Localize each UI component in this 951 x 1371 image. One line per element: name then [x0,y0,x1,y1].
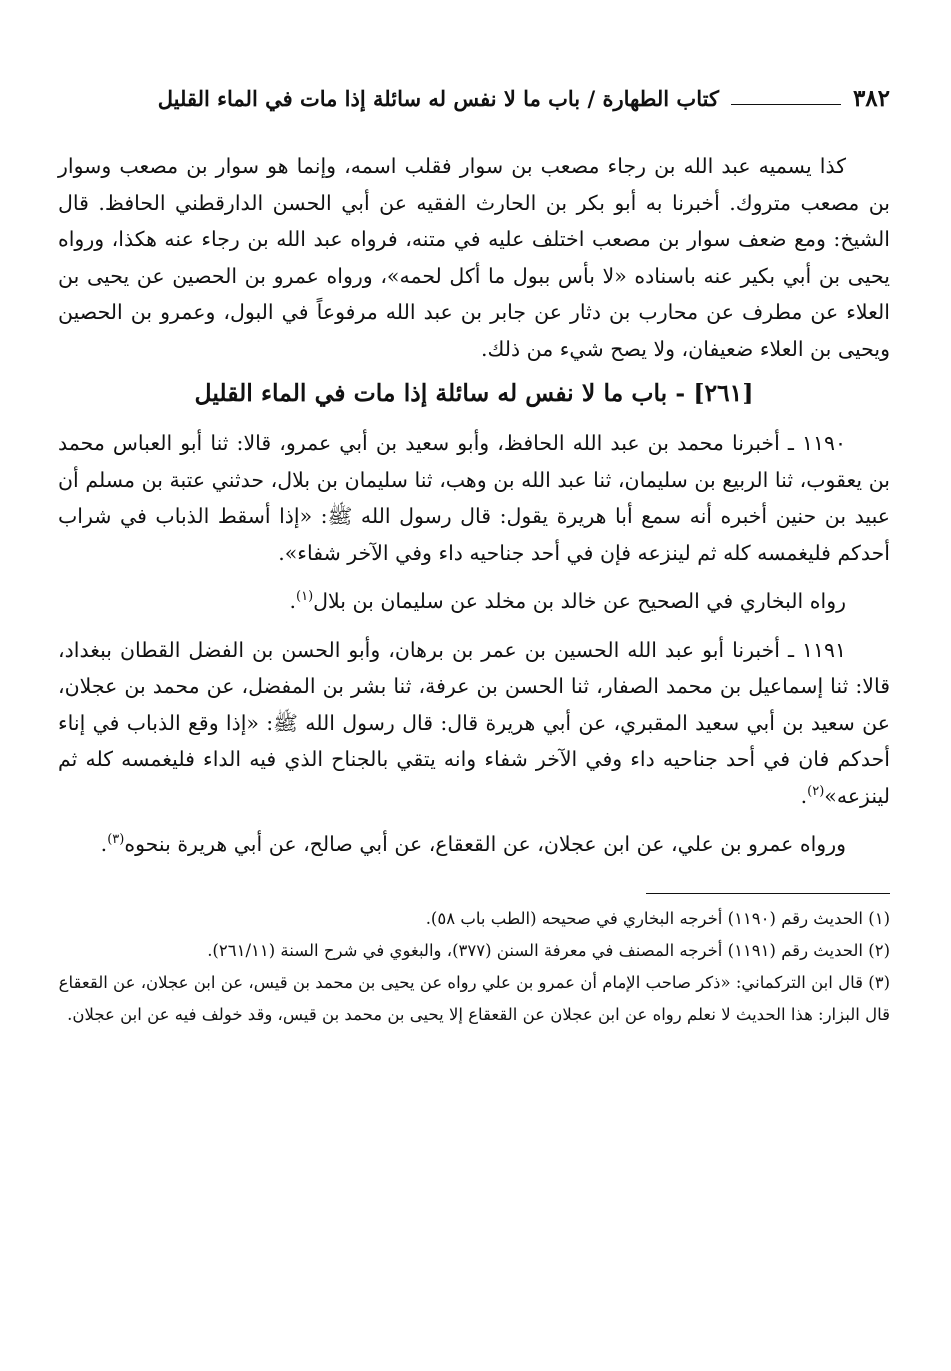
amr-note-end: . [100,832,108,856]
footnote-ref-1: (١) [296,589,314,605]
bukhari-note-end: . [289,589,297,613]
footnote-1: (١) الحديث رقم (١١٩٠) أخرجه البخاري في صحيحه (الطب باب ٥٨). [425,908,890,928]
amr-note-text: ورواه عمرو بن علي، عن ابن عجلان، عن القعقاع، عن أبي صالح، عن أبي هريرة بنحوه [124,832,846,856]
hadith-1190: ١١٩٠ ـ أخبرنا محمد بن عبد الله الحافظ، وأبو سعيد بن أبي عمرو، قالا: ثنا أبو العباس محمد بن يعقوب، ثنا الربيع بن سليمان، ثنا عبد الله بن وهب، ثنا سليمان بن بلال، حدثني عتبة بن مسلم أن عبيد بن حنين أخبره أنه سمع أبا هريرة يقول: قال رسول الله ﷺ: «إذا أسقط الذباب في شراب أحدكم فليغمسه كله ثم لينزعه فإن في أحد جناحيه داء وفي الآخر شفاء». [58,431,890,565]
amr-note [58,826,890,863]
bukhari-note [58,583,890,620]
book-page [58,84,890,1032]
hadith-1191 [58,632,890,815]
hadith-1191-end: . [800,783,808,808]
intro-paragraph: كذا يسميه عبد الله بن رجاء مصعب بن سوار فقلب اسمه، وإنما هو سوار بن مصعب وسوار بن مصعب متروك. أخبرنا به أبو بكر بن الحارث الفقيه عن أبي الحسن الدارقطني الحافظ. قال الشيخ: ومع ضعف سوار بن مصعب اختلف عليه في متنه، فرواه عبد الله بن رجاء عنه هكذا، ورواه يحيى بن أبي بكير عنه باسناده «لا بأس ببول ما أكل لحمه»، ورواه عمرو بن الحصين عن يحيى بن العلاء عن مطرف عن محارب بن دثار عن جابر بن عبد الله مرفوعاً في البول، وعمرو بن الحصين ويحيى بن العلاء ضعيفان، ولا يصح شيء من ذلك. [58,154,891,361]
footnote-ref-3: (٣) [107,832,125,848]
page-number: ٣٨٢ [852,85,890,112]
section-title: [٢٦١] - باب ما لا نفس له سائلة إذا مات في الماء القليل [194,379,754,407]
footnotes [58,904,890,1030]
footnote-3-continuation: قال البزار: هذا الحديث لا نعلم رواه عن ابن عجلان عن القعقاع إلا يحيى بن محمد بن قيس، وقد خولف فيه عن ابن عجلان. [67,1004,890,1024]
header-rule [731,104,841,105]
footnote-separator [646,893,890,894]
footnote-ref-2: (٢) [807,783,825,799]
footnote-3: (٣) قال ابن التركماني: «ذكر صاحب الإمام أن عمرو بن علي رواه عن يحيى بن محمد بن قيس، عن ابن عجلان، عن القعقاع [58,972,890,992]
bukhari-note-text: رواه البخاري في الصحيح عن خالد بن مخلد عن سليمان بن بلال [313,589,846,613]
running-title: كتاب الطهارة / باب ما لا نفس له سائلة إذا مات في الماء القليل [157,86,719,111]
footnote-2: (٢) الحديث رقم (١١٩١) أخرجه المصنف في معرفة السنن (٣٧٧)، والبغوي في شرح السنة (٢٦١/١١). [207,940,890,960]
running-header [58,84,890,114]
hadith-1191-text: ١١٩١ ـ أخبرنا أبو عبد الله الحسين بن عمر بن برهان، وأبو الحسن بن الفضل القطان ببغداد، قالا: ثنا إسماعيل بن محمد الصفار، ثنا الحسن بن عرفة، ثنا بشر بن المفضل، عن محمد بن عجلان، عن سعيد بن أبي سعيد المقبري، عن أبي هريرة قال: قال رسول الله ﷺ: «إذا وقع الذباب في إناء أحدكم فان في أحد جناحيه داء وفي الآخر شفاء وانه يتقي بالجناح الذي فيه الداء فليغمسه كله ثم لينزعه» [58,637,890,808]
